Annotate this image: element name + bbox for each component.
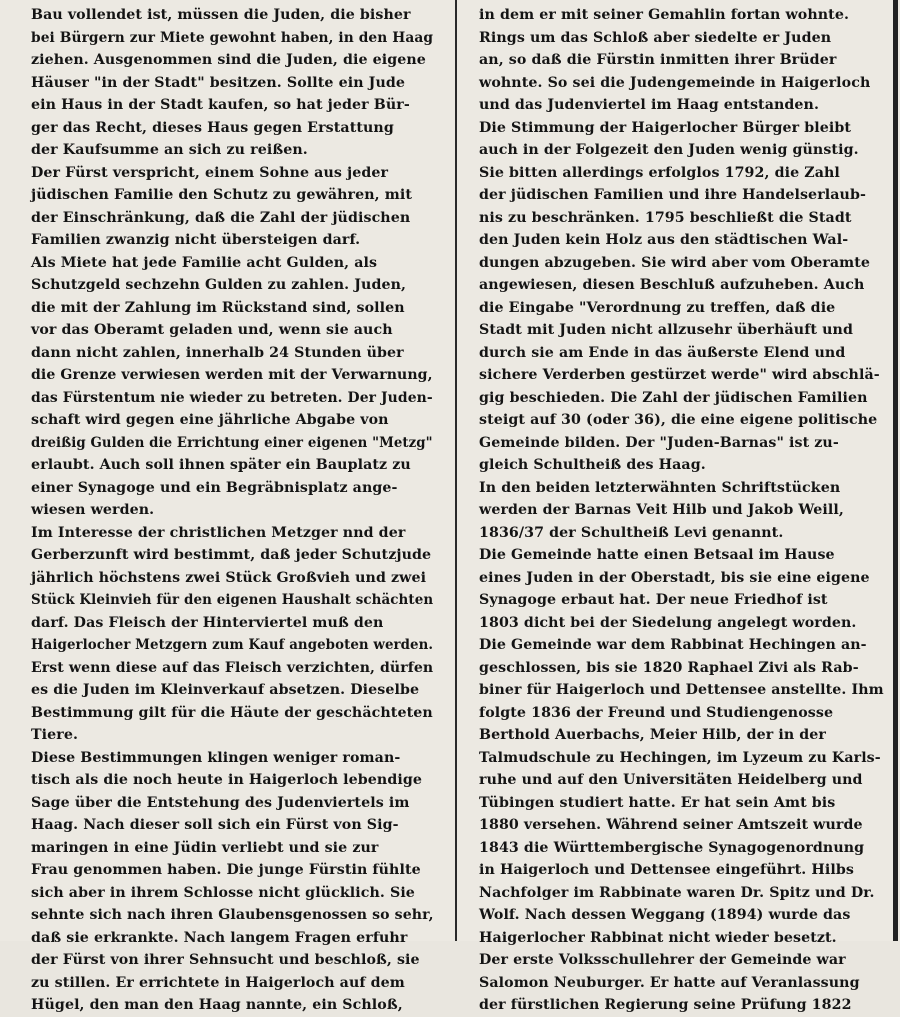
- text-line: gleich Schultheiß des Haag.: [479, 457, 706, 473]
- text-line: sichere Verderben gestürzet werde" wird abschlä-: [479, 367, 880, 383]
- text-line: und das Judenviertel im Haag entstanden.: [479, 97, 819, 113]
- text-line: Talmudschule zu Hechingen, im Lyzeum zu Karls-: [479, 749, 881, 766]
- text-line: Die Gemeinde war dem Rabbinat Hechingen an-: [479, 637, 867, 653]
- text-line: durch sie am Ende in das äußerste Elend und: [479, 344, 846, 361]
- text-line: 1880 versehen. Während seiner Amtszeit wurde: [479, 817, 863, 833]
- column-divider: [455, 0, 457, 941]
- text-line: 1836/37 der Schultheiß Levi genannt.: [479, 524, 784, 541]
- text-line: Erst wenn diese auf das Fleisch verzichten, dürfen: [31, 659, 434, 676]
- text-line: der fürstlichen Regierung seine Prüfung 1822: [479, 997, 852, 1013]
- text-line: werden der Barnas Veit Hilb und Jakob Weill,: [479, 502, 844, 518]
- text-line: Gerberzunft wird bestimmt, daß jeder Schutzjude: [31, 547, 432, 563]
- text-line: In den beiden letzterwähnten Schriftstücken: [479, 479, 841, 496]
- text-line: Haigerlocher Rabbinat nicht wieder besetzt.: [479, 929, 837, 946]
- text-line: der jüdischen Familien und ihre Handelserlaub-: [479, 187, 866, 203]
- text-line: die Grenze verwiesen werden mit der Verwarnung,: [31, 367, 433, 383]
- text-line: ger das Recht, dieses Haus gegen Erstattung: [31, 119, 394, 136]
- text-line: zu stillen. Er errichtete in Haigerloch auf dem: [31, 974, 405, 991]
- text-line: Berthold Auerbachs, Meier Hilb, der in der: [479, 727, 826, 743]
- text-line: Tiere.: [31, 727, 79, 743]
- text-line: dann nicht zahlen, innerhalb 24 Stunden über: [31, 344, 404, 361]
- text-line: den Juden kein Holz aus den städtischen Wal-: [479, 232, 849, 248]
- text-line: in Haigerloch und Dettensee eingeführt. Hilbs: [479, 862, 854, 878]
- text-line: folgte 1836 der Freund und Studiengenosse: [479, 704, 834, 721]
- text-line: jüdischen Familie den Schutz zu gewähren, mit: [31, 187, 413, 203]
- text-line: ruhe und auf den Universitäten Heidelberg und: [479, 772, 863, 788]
- text-line: die Eingabe "Verordnung zu treffen, daß die: [479, 299, 836, 316]
- text-line: Gemeinde bilden. Der "Juden-Barnas" ist zu-: [479, 434, 839, 451]
- text-line: angewiesen, diesen Beschluß aufzuheben. Auch: [479, 277, 865, 293]
- text-line: Häuser "in der Stadt" besitzen. Sollte ein Jude: [31, 74, 406, 91]
- text-line: dreißig Gulden die Errichtung einer eigenen "Metzg": [31, 434, 433, 451]
- right-text-column: [479, 4, 883, 1017]
- text-line: Stück Kleinvieh für den eigenen Haushalt schächten: [31, 592, 434, 608]
- text-line: Sage über die Entstehung des Judenviertels im: [31, 794, 410, 811]
- text-line: der Kaufsumme an sich zu reißen.: [31, 142, 308, 158]
- text-line: sehnte sich nach ihren Glaubensgenossen so sehr,: [31, 907, 434, 923]
- text-line: darf. Das Fleisch der Hinterviertel muß den: [31, 614, 384, 631]
- text-line: das Fürstentum nie wieder zu betreten. Der Juden-: [31, 389, 433, 406]
- text-line: in dem er mit seiner Gemahlin fortan wohnte.: [479, 7, 849, 23]
- text-line: Als Miete hat jede Familie acht Gulden, als: [31, 254, 378, 271]
- text-line: dungen abzugeben. Sie wird aber vom Oberamte: [479, 254, 871, 271]
- text-line: wohnte. So sei die Judengemeinde in Haigerloch: [479, 74, 871, 91]
- text-line: Diese Bestimmungen klingen weniger roman-: [31, 749, 401, 766]
- text-line: steigt auf 30 (oder 36), die eine eigene politische: [479, 412, 878, 428]
- text-line: Bau vollendet ist, müssen die Juden, die bisher: [31, 7, 411, 23]
- text-line: Stadt mit Juden nicht allzusehr überhäuft und: [479, 322, 853, 338]
- text-line: maringen in eine Jüdin verliebt und sie zur: [31, 839, 379, 856]
- text-line: Frau genommen haben. Die junge Fürstin fühlte: [31, 862, 421, 878]
- text-line: der Einschränkung, daß die Zahl der jüdischen: [31, 209, 411, 226]
- text-line: tisch als die noch heute in Haigerloch lebendige: [31, 772, 422, 788]
- text-line: eines Juden in der Oberstadt, bis sie eine eigene: [479, 569, 870, 586]
- text-line: es die Juden im Kleinverkauf absetzen. Dieselbe: [31, 682, 420, 698]
- text-line: gig beschieden. Die Zahl der jüdischen Familien: [479, 389, 868, 406]
- text-line: Die Gemeinde hatte einen Betsaal im Hause: [479, 547, 835, 563]
- text-line: einer Synagoge und ein Begräbnisplatz ange-: [31, 479, 398, 496]
- text-line: Schutzgeld sechzehn Gulden zu zahlen. Juden,: [31, 277, 407, 293]
- text-line: an, so daß die Fürstin inmitten ihrer Brüder: [479, 52, 837, 68]
- text-line: schaft wird gegen eine jährliche Abgabe von: [31, 412, 389, 428]
- text-line: die mit der Zahlung im Rückstand sind, sollen: [31, 299, 405, 316]
- text-line: Bestimmung gilt für die Häute der geschächteten: [31, 704, 433, 721]
- text-line: biner für Haigerloch und Dettensee anstellte. Ihm: [479, 682, 884, 698]
- text-line: sich aber in ihrem Schlosse nicht glücklich. Sie: [31, 884, 415, 901]
- text-line: der Fürst von ihrer Sehnsucht und beschloß, sie: [31, 952, 420, 968]
- text-line: Nachfolger im Rabbinate waren Dr. Spitz und Dr.: [479, 884, 875, 901]
- text-line: Salomon Neuburger. Er hatte auf Veranlassung: [479, 974, 860, 991]
- text-line: geschlossen, bis sie 1820 Raphael Zivi als Rab-: [479, 659, 859, 676]
- text-line: Familien zwanzig nicht übersteigen darf.: [31, 232, 361, 248]
- text-line: Wolf. Nach dessen Weggang (1894) wurde das: [479, 907, 851, 923]
- text-line: Haigerlocher Metzgern zum Kauf angeboten werden.: [31, 637, 434, 653]
- text-line: erlaubt. Auch soll ihnen später ein Bauplatz zu: [31, 457, 411, 473]
- text-line: 1803 dicht bei der Siedelung angelegt worden.: [479, 614, 857, 631]
- text-line: Die Stimmung der Haigerlocher Bürger bleibt: [479, 119, 852, 136]
- text-line: Haag. Nach dieser soll sich ein Fürst von Sig-: [31, 817, 399, 833]
- text-line: Tübingen studiert hatte. Er hat sein Amt bis: [479, 794, 836, 811]
- text-line: Der Fürst verspricht, einem Sohne aus jeder: [31, 164, 389, 181]
- text-line: Hügel, den man den Haag nannte, ein Schloß,: [31, 997, 403, 1013]
- text-line: vor das Oberamt geladen und, wenn sie auch: [31, 322, 393, 338]
- text-line: wiesen werden.: [31, 502, 155, 518]
- text-line: Synagoge erbaut hat. Der neue Friedhof ist: [479, 592, 828, 608]
- text-line: jährlich höchstens zwei Stück Großvieh und zwei: [31, 569, 427, 586]
- text-line: Im Interesse der christlichen Metzger nnd der: [31, 524, 406, 541]
- text-line: Rings um das Schloß aber siedelte er Juden: [479, 29, 832, 46]
- text-line: daß sie erkrankte. Nach langem Fragen erfuhr: [31, 929, 408, 946]
- text-line: Sie bitten allerdings erfolglos 1792, die Zahl: [479, 164, 840, 181]
- text-line: Der erste Volksschullehrer der Gemeinde war: [479, 952, 846, 968]
- text-line: ein Haus in der Stadt kaufen, so hat jeder Bür-: [31, 97, 410, 113]
- text-line: bei Bürgern zur Miete gewohnt haben, in den Haag: [31, 29, 434, 46]
- left-text-column: [31, 4, 433, 1017]
- text-line: ziehen. Ausgenommen sind die Juden, die eigene: [31, 52, 426, 68]
- page-edge: [893, 0, 898, 941]
- text-line: nis zu beschränken. 1795 beschließt die Stadt: [479, 209, 852, 226]
- text-line: 1843 die Württembergische Synagogenordnung: [479, 839, 865, 856]
- text-line: auch in der Folgezeit den Juden wenig günstig.: [479, 142, 859, 158]
